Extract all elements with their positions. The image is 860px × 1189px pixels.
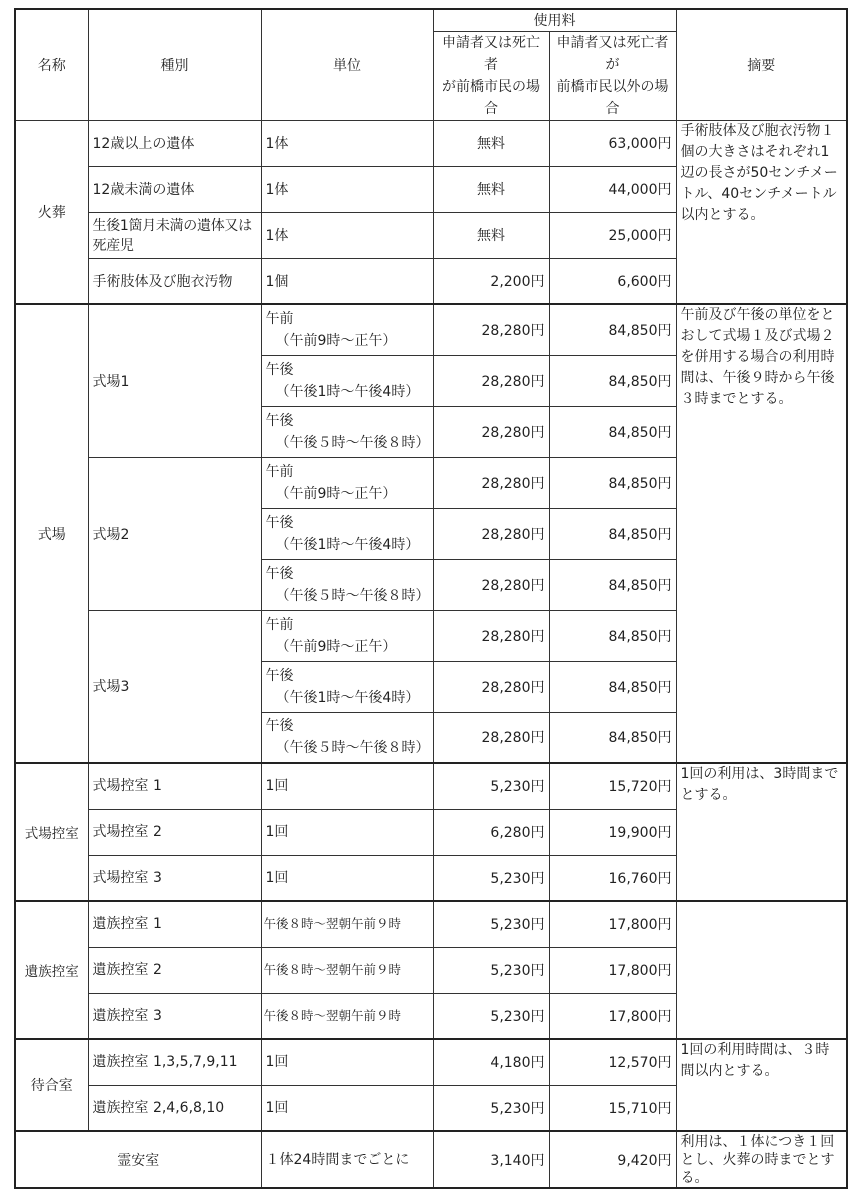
fee-nonresident: 12,570円 [549,1039,676,1085]
row-unit: 1体 [261,212,433,258]
fee-resident: 無料 [433,166,549,212]
row-type: 遺族控室 3 [88,993,261,1039]
category-shikijo-hikae: 式場控室 [15,763,88,901]
row-unit: 1回 [261,1039,433,1085]
fee-resident: 5,230円 [433,1085,549,1131]
fee-nonresident: 16,760円 [549,855,676,901]
slot-unit: 午後 （午後1時～午後4時） [261,661,433,712]
remarks-shikijo: 午前及び午後の単位をとおして式場１及び式場２を併用する場合の利用時間は、午後９時から午後３時までとする。 [676,304,847,763]
row-type: 遺族控室 1 [88,901,261,947]
slot-unit: 午前 （午前9時～正午） [261,457,433,508]
category-kasou: 火葬 [15,120,88,304]
fee-nonresident: 84,850円 [549,304,676,355]
category-izoku-hikae: 遺族控室 [15,901,88,1039]
fee-nonresident: 25,000円 [549,212,676,258]
hall-name: 式場3 [88,610,261,763]
row-type: 遺族控室 1,3,5,7,9,11 [88,1039,261,1085]
header-row-1 [15,9,847,31]
category-shikijo: 式場 [15,304,88,763]
fee-nonresident: 17,800円 [549,901,676,947]
hall-name: 式場2 [88,457,261,610]
fee-resident: 5,230円 [433,855,549,901]
table-row [15,1131,847,1188]
row-unit: １体24時間までごとに [261,1131,433,1188]
fee-nonresident: 6,600円 [549,258,676,304]
header-type: 種別 [88,9,261,120]
fee-resident: 28,280円 [433,661,549,712]
remarks-machiai: 1回の利用時間は、３時間以内とする。 [676,1039,847,1131]
row-type: 12歳以上の遺体 [88,120,261,166]
fee-nonresident: 84,850円 [549,610,676,661]
fee-table [14,8,848,1189]
fee-nonresident: 84,850円 [549,508,676,559]
remarks-izoku-hikae [676,901,847,1039]
table-row [15,120,847,166]
fee-resident: 5,230円 [433,763,549,809]
category-reianshitsu: 霊安室 [15,1131,261,1188]
fee-resident: 3,140円 [433,1131,549,1188]
fee-resident: 5,230円 [433,993,549,1039]
slot-unit: 午後 （午後５時～午後８時） [261,559,433,610]
fee-resident: 2,200円 [433,258,549,304]
row-unit: 1回 [261,763,433,809]
slot-unit: 午前 （午前9時～正午） [261,304,433,355]
fee-nonresident: 84,850円 [549,355,676,406]
fee-nonresident: 63,000円 [549,120,676,166]
fee-resident: 28,280円 [433,610,549,661]
fee-nonresident: 84,850円 [549,661,676,712]
table-row [15,304,847,355]
row-unit: 1体 [261,166,433,212]
fee-resident: 28,280円 [433,559,549,610]
fee-resident: 5,230円 [433,947,549,993]
fee-resident: 5,230円 [433,901,549,947]
fee-resident: 28,280円 [433,304,549,355]
row-type: 遺族控室 2 [88,947,261,993]
header-fee: 使用料 [433,9,676,31]
fee-nonresident: 84,850円 [549,712,676,763]
table-row [15,901,847,947]
fee-resident: 28,280円 [433,712,549,763]
row-unit: 午後８時～翌朝午前９時 [261,947,433,993]
fee-resident: 28,280円 [433,457,549,508]
row-type: 12歳未満の遺体 [88,166,261,212]
slot-unit: 午後 （午後1時～午後4時） [261,508,433,559]
fee-resident: 28,280円 [433,355,549,406]
header-name: 名称 [15,9,88,120]
fee-resident: 無料 [433,212,549,258]
fee-nonresident: 15,710円 [549,1085,676,1131]
row-unit: 1回 [261,855,433,901]
header-unit: 単位 [261,9,433,120]
header-fee-nonresident: 申請者又は死亡者が 前橋市民以外の場合 [549,31,676,120]
slot-unit: 午後 （午後５時～午後８時） [261,712,433,763]
row-type: 手術肢体及び胞衣汚物 [88,258,261,304]
fee-nonresident: 17,800円 [549,993,676,1039]
table-row [15,1039,847,1085]
remarks-shikijo-hikae: 1回の利用は、3時間までとする。 [676,763,847,901]
slot-unit: 午後 （午後1時～午後4時） [261,355,433,406]
fee-nonresident: 84,850円 [549,406,676,457]
fee-nonresident: 19,900円 [549,809,676,855]
slot-unit: 午後 （午後５時～午後８時） [261,406,433,457]
row-type: 生後1箇月未満の遺体又は死産児 [88,212,261,258]
fee-nonresident: 44,000円 [549,166,676,212]
fee-nonresident: 15,720円 [549,763,676,809]
row-unit: 1回 [261,809,433,855]
header-fee-resident: 申請者又は死亡者 が前橋市民の場合 [433,31,549,120]
remarks-kasou: 手術肢体及び胞衣汚物１個の大きさはそれぞれ1辺の長さが50センチメートル、40センチメートル以内とする。 [676,120,847,304]
slot-unit: 午前 （午前9時～正午） [261,610,433,661]
row-unit: 午後８時～翌朝午前９時 [261,901,433,947]
fee-nonresident: 84,850円 [549,559,676,610]
fee-resident: 4,180円 [433,1039,549,1085]
fee-resident: 28,280円 [433,406,549,457]
row-type: 式場控室 3 [88,855,261,901]
table-row [15,763,847,809]
row-type: 式場控室 1 [88,763,261,809]
fee-nonresident: 9,420円 [549,1131,676,1188]
fee-nonresident: 84,850円 [549,457,676,508]
fee-resident: 28,280円 [433,508,549,559]
hall-name: 式場1 [88,304,261,457]
fee-resident: 無料 [433,120,549,166]
row-type: 式場控室 2 [88,809,261,855]
category-machiai: 待合室 [15,1039,88,1131]
row-unit: 午後８時～翌朝午前９時 [261,993,433,1039]
header-remarks: 摘要 [676,9,847,120]
row-unit: 1回 [261,1085,433,1131]
fee-nonresident: 17,800円 [549,947,676,993]
row-unit: 1個 [261,258,433,304]
row-unit: 1体 [261,120,433,166]
row-type: 遺族控室 2,4,6,8,10 [88,1085,261,1131]
remarks-reianshitsu: 利用は、１体につき１回とし、火葬の時までとする。 [676,1131,847,1188]
fee-resident: 6,280円 [433,809,549,855]
